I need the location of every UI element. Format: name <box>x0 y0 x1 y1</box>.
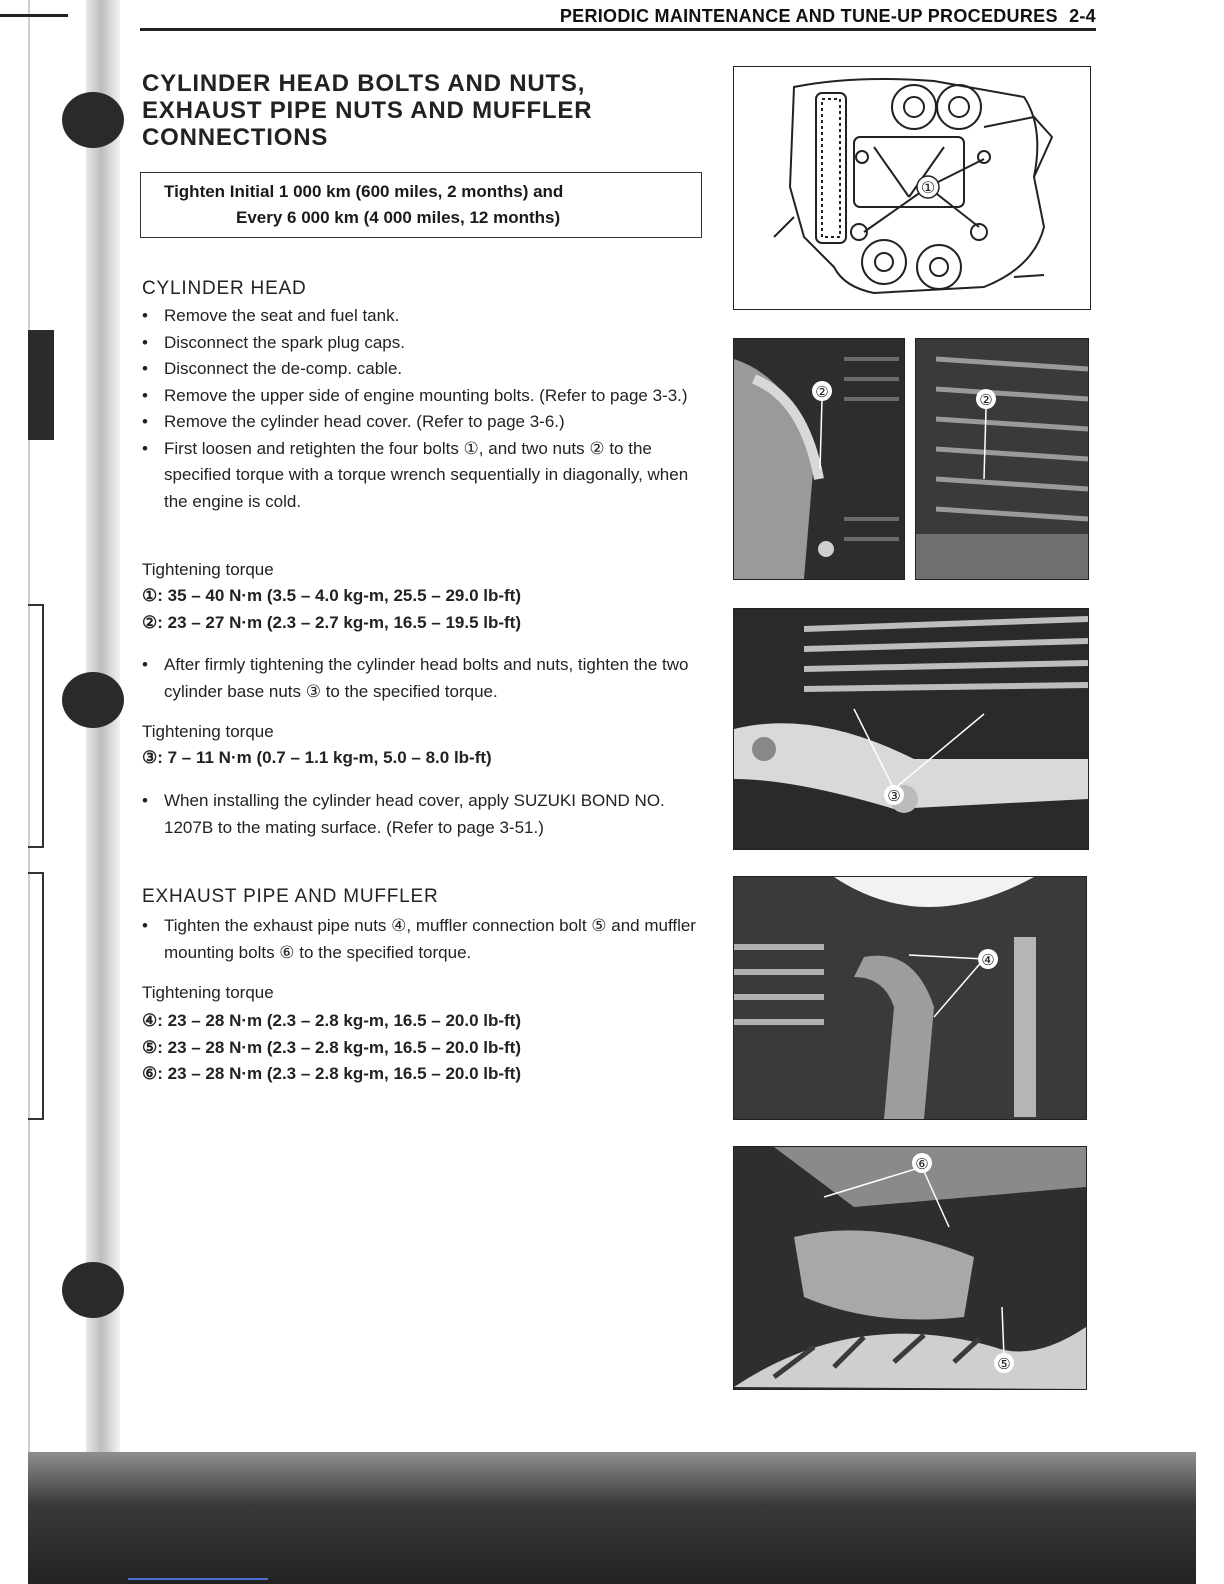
photo-base-nuts <box>733 608 1089 850</box>
running-header <box>140 6 1096 27</box>
section-title <box>142 70 702 151</box>
base-nut-step <box>142 652 710 705</box>
step-2: • Disconnect the spark plug caps. <box>142 330 702 357</box>
binder-hole-1 <box>62 92 124 148</box>
torque-base-nut-3: ③: 7 – 11 N·m (0.7 – 1.1 kg-m, 5.0 – 8.0 lb-ft) <box>142 748 492 767</box>
callout-2-left: ② <box>815 383 829 401</box>
step-1: • Remove the seat and fuel tank. <box>142 303 702 330</box>
cylinder-head-heading: CYLINDER HEAD <box>142 278 307 299</box>
exhaust-steps <box>142 913 702 966</box>
margin-tab-1 <box>28 604 44 848</box>
photo-5-drawing <box>734 1147 1086 1389</box>
photo-4-drawing <box>734 877 1086 1119</box>
margin-tab-2 <box>28 872 44 1120</box>
torque-muffler-bolt-5: ⑤: 23 – 28 N·m (2.3 – 2.8 kg-m, 16.5 – 20.0 lb-ft) <box>142 1037 522 1057</box>
callout-1: ① <box>920 178 936 197</box>
torque-list-1 <box>142 583 521 636</box>
page-margin <box>0 0 30 1584</box>
step-bond: • When installing the cylinder head cover, apply SUZUKI BOND NO. 1207B to the mating surface. (Refer to page 3-51.) <box>142 788 702 841</box>
photo-head-nut-left <box>733 338 905 580</box>
torque-nut-2: ②: 23 – 27 N·m (2.3 – 2.7 kg-m, 16.5 – 19.5 lb-ft) <box>142 612 522 632</box>
exhaust-step: • Tighten the exhaust pipe nuts ④, muffler connection bolt ⑤ and muffler mounting bolts ⑥ to the specified torque. <box>142 913 702 966</box>
cylinder-head-drawing <box>734 67 1090 309</box>
scan-dark-strip <box>28 330 54 440</box>
photo-2a-drawing <box>734 339 904 579</box>
header-rule <box>140 28 1096 31</box>
torque-heading-1: Tightening torque <box>142 560 274 579</box>
title-line-3: CONNECTIONS <box>142 124 329 151</box>
torque-bolt-1: ①: 35 – 40 N·m (3.5 – 4.0 kg-m, 25.5 – 29.0 lb-ft) <box>142 586 522 605</box>
callout-4: ④ <box>981 951 995 969</box>
step-4: • Remove the upper side of engine mounting bolts. (Refer to page 3-3.) <box>142 383 702 410</box>
torque-exhaust-nut-4: ④: 23 – 28 N·m (2.3 – 2.8 kg-m, 16.5 – 20.0 lb-ft) <box>142 1011 522 1030</box>
photo-3-drawing <box>734 609 1088 849</box>
photo-muffler-bolts <box>733 1146 1087 1390</box>
step-3: • Disconnect the de-comp. cable. <box>142 356 702 383</box>
title-line-2: EXHAUST PIPE NUTS AND MUFFLER <box>142 97 593 124</box>
torque-heading-3: Tightening torque <box>142 983 274 1002</box>
interval-line-1: Tighten Initial 1 000 km (600 miles, 2 months) and <box>164 182 564 201</box>
cylinder-head-steps <box>142 303 702 515</box>
callout-6: ⑥ <box>915 1155 929 1173</box>
torque-muffler-bolt-6: ⑥: 23 – 28 N·m (2.3 – 2.8 kg-m, 16.5 – 20.0 lb-ft) <box>142 1064 522 1083</box>
interval-line-2: Every 6 000 km (4 000 miles, 12 months) <box>236 208 561 227</box>
callout-2-right: ② <box>979 391 993 409</box>
scan-underline <box>128 1578 268 1580</box>
photo-exhaust-nuts <box>733 876 1087 1120</box>
torque-list-3 <box>142 1008 521 1088</box>
scan-mark <box>0 14 68 17</box>
photo-head-nut-right <box>915 338 1089 580</box>
torque-heading-2: Tightening torque <box>142 722 274 741</box>
page-number: 2-4 <box>1069 6 1096 26</box>
exhaust-heading: EXHAUST PIPE AND MUFFLER <box>142 886 439 907</box>
scan-bottom-shadow <box>28 1452 1196 1584</box>
callout-3: ③ <box>887 787 901 805</box>
title-line-1: CYLINDER HEAD BOLTS AND NUTS, <box>142 70 586 97</box>
step-6: • First loosen and retighten the four bolts ①, and two nuts ② to the specified torque with a torque wrench sequentially in diagonally, when the engine is cold. <box>142 436 702 516</box>
figure-cylinder-head-diagram <box>733 66 1091 310</box>
binder-hole-2 <box>62 672 124 728</box>
step-5: • Remove the cylinder head cover. (Refer to page 3-6.) <box>142 409 702 436</box>
binder-hole-3 <box>62 1262 124 1318</box>
step-base-nuts: • After firmly tightening the cylinder head bolts and nuts, tighten the two cylinder base nuts ③ to the specified torque. <box>142 652 710 705</box>
running-head-text: PERIODIC MAINTENANCE AND TUNE-UP PROCEDURES <box>559 6 1058 26</box>
callout-5: ⑤ <box>997 1355 1011 1373</box>
bond-step <box>142 788 702 841</box>
binding-shadow <box>86 0 120 1460</box>
photo-2b-drawing <box>916 339 1088 579</box>
